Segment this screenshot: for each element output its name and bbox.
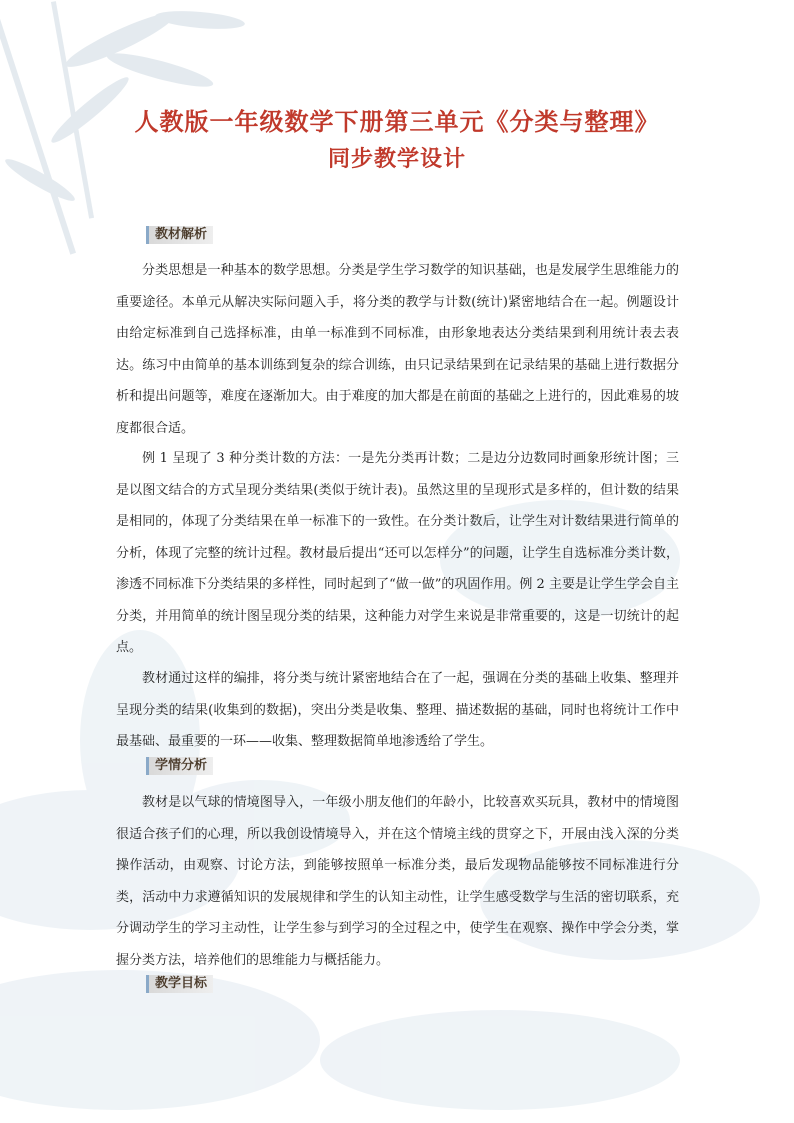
section-label-textbook-analysis: 教材解析 xyxy=(146,226,213,244)
document-subtitle: 同步教学设计 xyxy=(327,146,466,172)
paragraph: 例 1 呈现了 3 种分类计数的方法：一是先分类再计数；二是边分边数同时画象形统计图；三是以图文结合的方式呈现分类结果(类似于统计表)。虽然这里的呈现形式是多样的，但计数的结果是相同的，体现了分类结果在单一标准下的一致性。在分类计数后，让学生对计数结果进行简单的分析，体现了完整的统计过程。教材最后提出“还可以怎样分”的问题，让学生自选标准分类计数，渗透不同标准下分类结果的多样性，同时起到了“做一做”的巩固作用。例 2 主要是让学生学会自主分类，并用简单的统计图呈现分类的结果，这种能力对学生来说是非常重要的，这是一切统计的起点。 xyxy=(116,451,679,655)
paragraph: 教材是以气球的情境图导入，一年级小朋友他们的年龄小，比较喜欢买玩具，教材中的情境图很适合孩子们的心理，所以我创设情境导入，并在这个情境主线的贯穿之下，开展由浅入深的分类操作活动，由观察、讨论方法，到能够按照单一标准分类，最后发现物品能够按不同标准进行分类，活动中力求遵循知识的发展规律和学生的认知主动性，让学生感受数学与生活的密切联系，充分调动学生的学习主动性，让学生参与到学习的全过程之中，使学生在观察、操作中学会分类，掌握分类方法，培养他们的思维能力与概括能力。 xyxy=(116,795,679,968)
section-label-learner-analysis: 学情分析 xyxy=(146,757,213,775)
paragraph: 分类思想是一种基本的数学思想。分类是学生学习数学的知识基础，也是发展学生思维能力的重要途径。本单元从解决实际问题入手，将分类的教学与计数(统计)紧密地结合在一起。例题设计由给定标准到自己选择标准，由单一标准到不同标准，由形象地表达分类结果到利用统计表去表达。练习中由简单的基本训练到复杂的综合训练，由只记录结果到在记录结果的基础上进行数据分析和提出问题等，难度在逐渐加大。由于难度的加大都是在前面的基础之上进行的，因此难易的坡度都很合适。 xyxy=(116,263,679,436)
section-label-teaching-objectives: 教学目标 xyxy=(146,975,213,993)
paragraph: 教材通过这样的编排，将分类与统计紧密地结合在了一起，强调在分类的基础上收集、整理并呈现分类的结果(收集到的数据)，突出分类是收集、整理、描述数据的基础，同时也将统计工作中最基础、最重要的一环——收集、整理数据简单地渗透给了学生。 xyxy=(116,671,679,749)
document-title: 人教版一年级数学下册第三单元《分类与整理》 xyxy=(134,107,660,136)
